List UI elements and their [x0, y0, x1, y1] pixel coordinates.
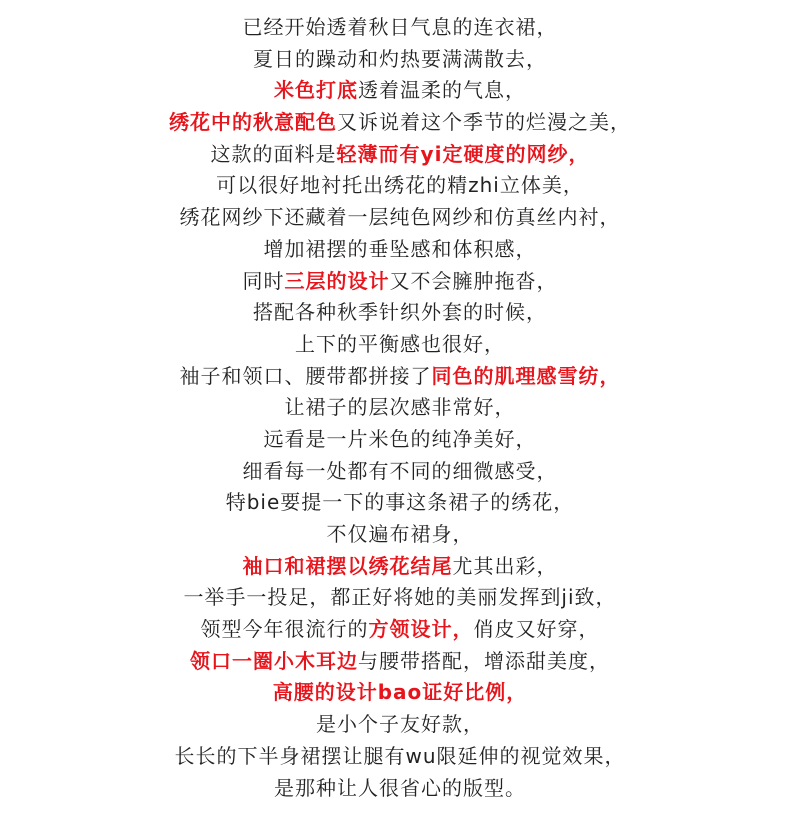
body-text: 透着温柔的气息， — [358, 78, 526, 103]
body-text: 袖子和领口、腰带都拼接了 — [179, 363, 432, 388]
body-text: 让裙子的层次感非常好， — [284, 395, 516, 420]
body-text: 细看每一处都有不同的细微感受， — [242, 458, 558, 483]
body-text: 绣花网纱下还藏着一层纯色网纱和仿真丝内衬， — [179, 205, 621, 230]
text-line — [0, 456, 800, 488]
text-line — [0, 392, 800, 424]
text-line — [0, 75, 800, 107]
body-text: 同时 — [242, 268, 285, 293]
body-text: 不仅遍布裙身， — [326, 522, 474, 546]
highlighted-text: 轻薄而有yi定硬度的网纱， — [336, 141, 590, 166]
body-text: 一举手一投足，都正好将她的美丽发挥到ji致， — [183, 585, 617, 610]
highlighted-text: 三层的设计 — [284, 268, 390, 293]
body-text: 长长的下半身裙摆让腿有wu限延伸的视觉效果， — [174, 743, 626, 768]
body-text: 是小个子友好款， — [316, 712, 484, 737]
text-line — [0, 646, 800, 678]
text-line — [0, 709, 800, 741]
body-text: 又诉说着这个季节的烂漫之美， — [337, 110, 631, 135]
body-text: 上下的平衡感也很好， — [295, 331, 505, 356]
text-line — [0, 297, 800, 329]
body-text: 远看是一片米色的纯净美好， — [263, 426, 537, 451]
text-line — [0, 44, 800, 76]
highlighted-text: 方领设计， — [368, 617, 474, 642]
body-text: 增加裙摆的垂坠感和体积感， — [263, 236, 537, 261]
text-line — [0, 202, 800, 234]
text-line — [0, 741, 800, 773]
body-text: 又不会臃肿拖沓， — [389, 268, 558, 293]
body-text: 已经开始透着秋日气息的连衣裙， — [242, 15, 558, 39]
body-text: 可以很好地衬托出绣花的精zhi立体美， — [216, 173, 584, 198]
text-line — [0, 107, 800, 139]
text-line — [0, 614, 800, 646]
body-text: 是那种让人很省心的版型。 — [274, 775, 526, 800]
highlighted-text: 高腰的设计bao证好比例， — [272, 680, 528, 705]
text-line — [0, 12, 800, 44]
text-line — [0, 170, 800, 202]
highlighted-text: 同色的肌理感雪纺， — [431, 363, 621, 388]
text-line — [0, 424, 800, 456]
text-line — [0, 139, 800, 171]
body-text: 与腰带搭配，增添甜美度， — [358, 648, 610, 673]
text-line — [0, 487, 800, 519]
body-text: 俏皮又好穿， — [473, 617, 600, 642]
body-text: 夏日的躁动和灼热要满满散去， — [253, 46, 547, 71]
highlighted-text: 绣花中的秋意配色 — [169, 110, 337, 135]
text-line — [0, 234, 800, 266]
highlighted-text: 领口一圈小木耳边 — [190, 648, 358, 673]
body-text: 搭配各种秋季针织外套的时候， — [253, 300, 547, 325]
text-line — [0, 773, 800, 805]
text-line — [0, 329, 800, 361]
body-text: 特bie要提一下的事这条裙子的绣花， — [225, 490, 575, 515]
text-line — [0, 677, 800, 709]
highlighted-text: 袖口和裙摆以绣花结尾 — [242, 553, 453, 578]
text-line — [0, 519, 800, 551]
body-text: 这款的面料是 — [210, 141, 337, 166]
body-text: 尤其出彩， — [452, 553, 558, 578]
text-line — [0, 361, 800, 393]
text-line — [0, 582, 800, 614]
body-text: 领型今年很流行的 — [200, 617, 369, 642]
highlighted-text: 米色打底 — [274, 78, 358, 103]
text-line — [0, 551, 800, 583]
text-line — [0, 266, 800, 298]
